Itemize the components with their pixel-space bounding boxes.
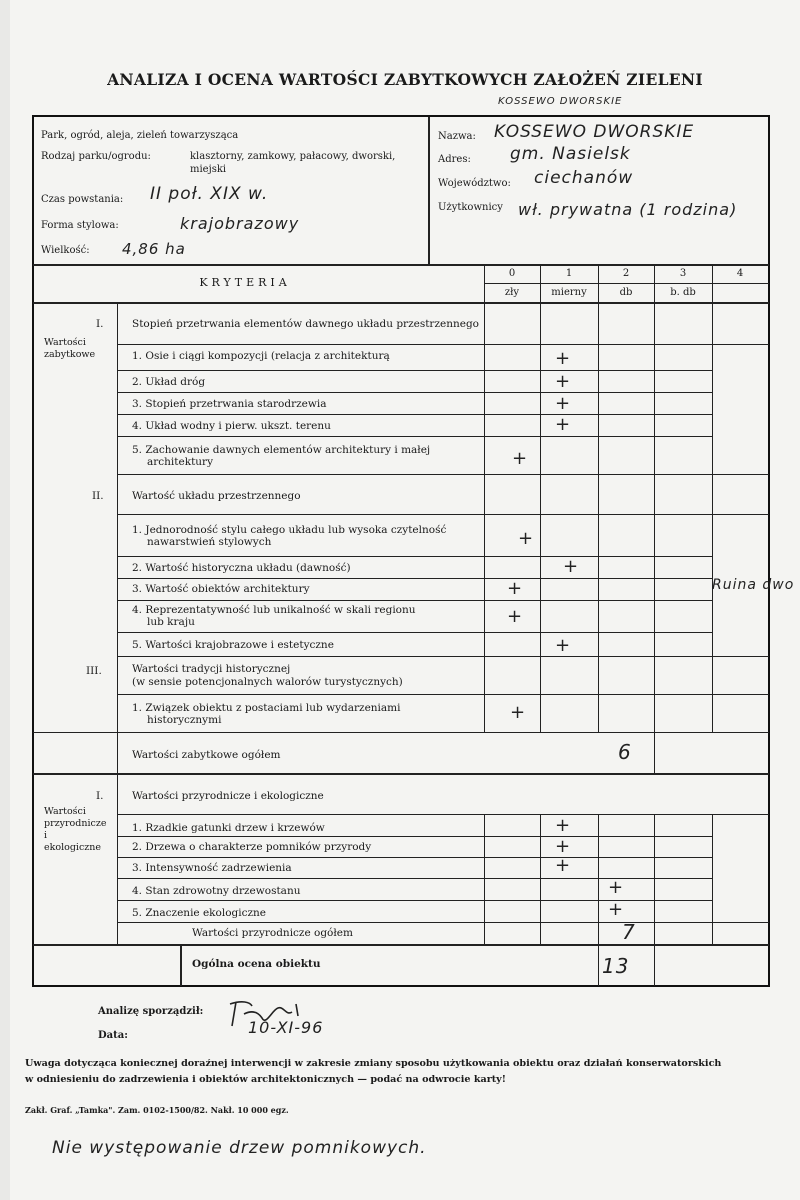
mark-g4-1: +: [555, 815, 571, 836]
g4-item-5: 5. Znaczenie ekologiczne: [132, 907, 267, 919]
group-2-title: Wartość układu przestrzennego: [132, 490, 301, 502]
mark-g2-1: +: [518, 528, 534, 549]
row-line: [117, 922, 769, 923]
group-3-number: III.: [86, 665, 102, 677]
group-1-title: Stopień przetrwania elementów dawnego układu przestrzennego: [132, 318, 479, 330]
row-line: [117, 878, 713, 879]
group-3-title: Wartości tradycji historycznej: [132, 663, 291, 675]
g2-item-1: 1. Jednorodność stylu całego układu lub wysoka czytelność: [132, 524, 447, 536]
mark-g2-5: +: [555, 635, 571, 656]
score-1: 1: [565, 268, 573, 279]
wojewodztwo-value: ciechanów: [534, 168, 634, 188]
score-4: 4: [736, 268, 744, 279]
g4-item-1: 1. Rzadkie gatunki drzew i krzewów: [132, 822, 325, 834]
uwaga-text: Uwaga dotycząca koniecznej doraźnej interwencji w zakresie zmiany sposobu użytkowania obiektu oraz działań konserwatorskich: [25, 1058, 722, 1069]
g1-item-3: 3. Stopień przetrwania starodrzewia: [132, 398, 327, 410]
g4-item-3: 3. Intensywność zadrzewienia: [132, 862, 292, 874]
row-line: [117, 556, 713, 557]
rodzaj-options: klasztorny, zamkowy, pałacowy, dworski,: [190, 151, 396, 162]
section-zabytkowe-label: Wartości zabytkowe: [44, 337, 96, 360]
row-line: [117, 857, 713, 858]
row-line: [117, 600, 713, 601]
total-przyrodnicze-value: 7: [622, 920, 636, 944]
mark-g1-5: +: [512, 448, 528, 469]
mark-g1-2: +: [555, 371, 571, 392]
forma-label: Forma stylowa:: [41, 220, 119, 231]
score-2: 2: [622, 268, 630, 279]
group-4-title: Wartości przyrodnicze i ekologiczne: [132, 790, 324, 802]
g2-item-1-cont: nawarstwień stylowych: [147, 536, 272, 548]
g4-item-2: 2. Drzewa o charakterze pomników przyrody: [132, 841, 372, 853]
data-label: Data:: [98, 1030, 128, 1041]
adres-value: gm. Nasielsk: [510, 144, 631, 164]
left-column-line: [117, 302, 118, 944]
print-info: Zakł. Graf. „Tamka". Zam. 0102-1500/82. Nakł. 10 000 egz.: [25, 1105, 289, 1115]
g1-item-4: 4. Układ wodny i pierw. ukszt. terenu: [132, 420, 331, 432]
section-przyrodnicze-label: Wartości przyrodnicze i ekologiczne: [44, 806, 107, 853]
score-label-1: mierny: [551, 287, 587, 298]
col-line-0b: [484, 814, 485, 944]
col-line-2: [598, 264, 599, 732]
overall-label: Ogólna ocena obiektu: [192, 958, 321, 970]
row-line: [117, 392, 713, 393]
uzytkownicy-label: Użytkownicy: [438, 202, 503, 213]
g1-item-2: 2. Układ dróg: [132, 376, 206, 388]
col-line-3: [654, 264, 655, 732]
total-zabytkowe-label: Wartości zabytkowe ogółem: [132, 749, 281, 761]
top-right-note: KOSSEWO DWORSKIE: [498, 96, 623, 107]
park-line: Park, ogród, aleja, zieleń towarzysząca: [41, 130, 239, 141]
g2-item-3: 3. Wartość obiektów architektury: [132, 583, 310, 595]
document-page: [10, 0, 800, 1200]
g4-item-4: 4. Stan zdrowotny drzewostanu: [132, 885, 301, 897]
row-line: [117, 514, 769, 515]
row-line: [117, 436, 713, 437]
col-line-0: [484, 264, 485, 732]
mark-g2-4: +: [507, 606, 523, 627]
data-value: 10-XI-96: [248, 1018, 324, 1037]
total-zabytkowe-value: 6: [618, 740, 632, 764]
document-title: ANALIZA I OCENA WARTOŚCI ZABYTKOWYCH ZAŁOŻEŃ ZIELENI: [107, 70, 703, 89]
group-3-title-2: (w sensie potencjonalnych walorów turystycznych): [132, 676, 403, 688]
row-line: [33, 944, 769, 946]
table-header-bottom-line: [33, 302, 769, 304]
kryteria-header: KRYTERIA: [199, 276, 291, 289]
mark-g4-5: +: [608, 899, 624, 920]
row-line: [117, 900, 713, 901]
mark-g4-4: +: [608, 877, 624, 898]
g1-item-5-cont: architektury: [147, 456, 214, 468]
col-line: [180, 944, 182, 986]
row-line: [33, 732, 769, 733]
row-line: [117, 836, 713, 837]
adres-label: Adres:: [438, 154, 471, 165]
handwritten-note: Nie występowanie drzew pomnikowych.: [52, 1138, 427, 1158]
g2-item-5: 5. Wartości krajobrazowe i estetyczne: [132, 639, 334, 651]
col-line-4b: [712, 814, 713, 944]
uzytkownicy-value: wł. prywatna (1 rodzina): [518, 200, 738, 219]
margin-note: Ruina dwo: [712, 577, 795, 593]
g3-item-1: 1. Związek obiektu z postaciami lub wydarzeniami: [132, 702, 401, 714]
mark-g4-3: +: [555, 855, 571, 876]
col-line-4: [712, 264, 713, 732]
mark-g1-4: +: [555, 414, 571, 435]
group-1-number: I.: [96, 318, 104, 330]
col-line: [654, 732, 655, 774]
analize-label: Analizę sporządził:: [98, 1006, 204, 1017]
score-label-0: zły: [504, 287, 520, 298]
row-line: [117, 414, 713, 415]
mark-g2-3: +: [507, 578, 523, 599]
header-divider: [428, 117, 430, 265]
row-line: [117, 656, 769, 657]
score-label-2: db: [619, 287, 633, 298]
g1-item-5: 5. Zachowanie dawnych elementów architektury i małej: [132, 444, 431, 456]
wielkosc-label: Wielkość:: [41, 245, 90, 256]
row-line: [117, 814, 769, 815]
score-label-3: b. db: [670, 287, 696, 298]
row-line: [117, 632, 713, 633]
nazwa-label: Nazwa:: [438, 131, 476, 142]
header-bottom-line: [33, 264, 769, 266]
g2-item-2: 2. Wartość historyczna układu (dawność): [132, 562, 351, 574]
czas-value: II poł. XIX w.: [150, 184, 269, 204]
mark-g1-1: +: [555, 348, 571, 369]
section-divider: [33, 773, 769, 775]
col-line-1: [540, 264, 541, 732]
score-0: 0: [508, 268, 516, 279]
g3-item-1-cont: historycznymi: [147, 714, 222, 726]
total-przyrodnicze-label: Wartości przyrodnicze ogółem: [192, 927, 353, 939]
row-line: [117, 344, 769, 345]
col-line: [117, 732, 118, 774]
g1-item-1: 1. Osie i ciągi kompozycji (relacja z architekturą: [132, 350, 390, 362]
czas-label: Czas powstania:: [41, 194, 124, 205]
mark-g1-3: +: [555, 393, 571, 414]
col-line-1b: [540, 814, 541, 944]
group-2-number: II.: [92, 490, 104, 502]
row-line: [117, 474, 769, 475]
group-4-number: I.: [96, 790, 104, 802]
overall-value: 13: [602, 954, 630, 978]
mark-g4-2: +: [555, 836, 571, 857]
mark-g3-1: +: [510, 702, 526, 723]
nazwa-value: KOSSEWO DWORSKIE: [494, 122, 695, 142]
uwaga-text-2: w odniesieniu do zadrzewienia i obiektów architektonicznych — podać na odwrocie karty!: [25, 1074, 506, 1085]
wojewodztwo-label: Województwo:: [438, 178, 511, 189]
forma-value: krajobrazowy: [180, 214, 300, 233]
mark-g2-2: +: [563, 556, 579, 577]
row-line: [117, 578, 713, 579]
rodzaj-options-2: miejski: [190, 164, 227, 175]
score-header-mid-line: [484, 283, 769, 284]
row-line: [117, 694, 769, 695]
row-line: [117, 370, 713, 371]
rodzaj-label: Rodzaj parku/ogrodu:: [41, 151, 151, 162]
score-3: 3: [679, 268, 687, 279]
g2-item-4: 4. Reprezentatywność lub unikalność w skali regionu: [132, 604, 416, 616]
wielkosc-value: 4,86 ha: [122, 240, 186, 258]
g2-item-4-cont: lub kraju: [147, 616, 195, 628]
